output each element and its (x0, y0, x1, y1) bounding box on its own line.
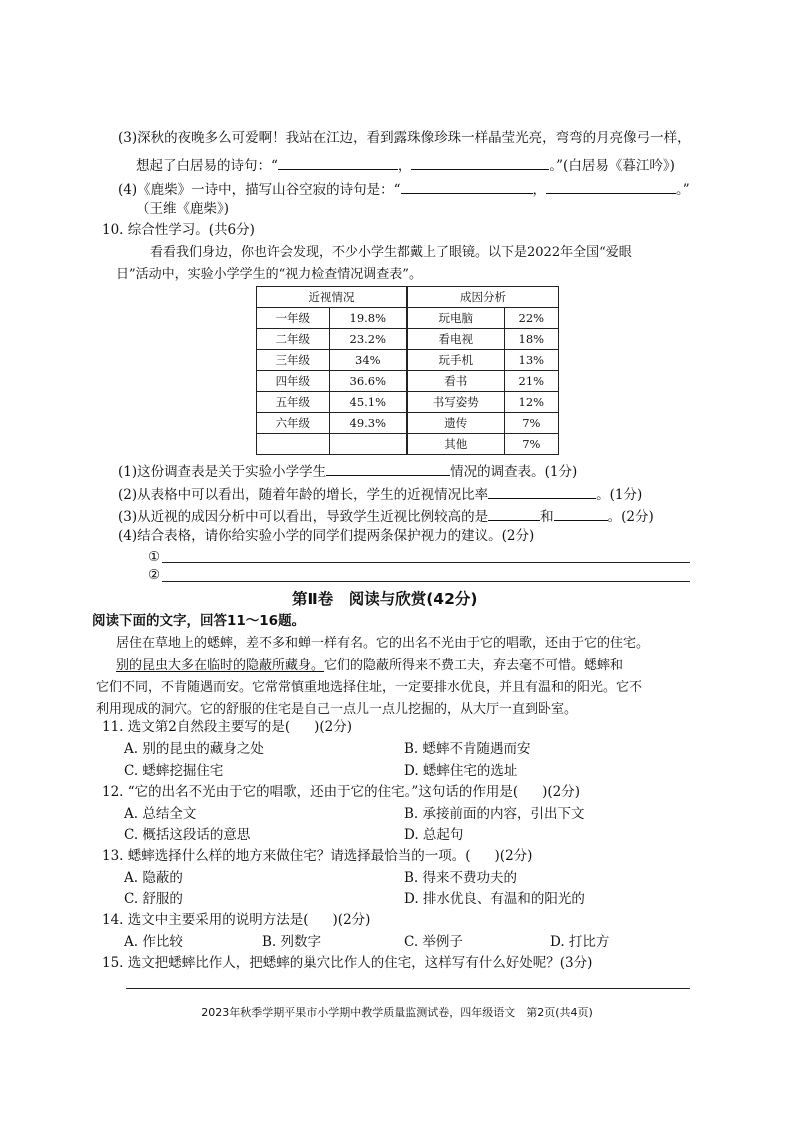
header-myopia: 近视情况 (257, 287, 407, 308)
q12-stem-suffix: )(2分) (542, 784, 580, 800)
q13-stem-suffix: )(2分) (494, 848, 533, 864)
q12-option-c[interactable]: C. 概括这段话的意思 (124, 827, 251, 843)
q9-item4-line2: （王维《鹿柴》) (136, 201, 230, 217)
q9-item3-prefix: 想起了白居易的诗句：“ (136, 158, 278, 174)
q15-stem: 15. 选文把蟋蟀比作人，把蟋蟀的巢穴比作人的住宅，这样写有什么好处呢？(3分) (102, 955, 593, 971)
cause-cell: 看电视 (407, 329, 504, 350)
rate-cell: 45.1% (329, 392, 407, 413)
table-row (257, 350, 559, 371)
underlined-sentence: 别的昆虫大多在临时的隐蔽所藏身。 (116, 658, 325, 673)
q10-title: 10. 综合性学习。(共6分) (102, 222, 255, 238)
q10-sub1 (118, 462, 577, 480)
cause-pct-cell: 22% (504, 308, 558, 329)
table-header-row (257, 287, 559, 308)
q9-item3-suffix: 。”(白居易《暮江吟》) (549, 158, 675, 174)
cause-pct-cell: 12% (504, 392, 558, 413)
q11-option-c[interactable]: C. 蟋蟀挖掘住宅 (124, 763, 224, 779)
q13-stem-prefix: 13. 蟋蟀选择什么样的地方来做住宅？请选择最恰当的一项。( (102, 848, 471, 864)
grade-cell: 五年级 (257, 392, 330, 413)
q10-sub3-suffix: 。(2分) (607, 509, 654, 525)
page-footer: 2023年秋季学期平果市小学期中教学质量监测试卷，四年级语文 第2页(共4页) (201, 1006, 593, 1019)
q14-option-a[interactable]: A. 作比较 (124, 934, 183, 950)
poem-blank-1[interactable] (278, 156, 398, 170)
suggestion-2-line[interactable] (162, 581, 690, 582)
table-row (257, 434, 559, 455)
table-row (257, 413, 559, 434)
q14-option-d[interactable]: D. 打比方 (550, 934, 610, 950)
cause-cell: 书写姿势 (407, 392, 504, 413)
q10-sub3 (118, 507, 654, 525)
sub1-answer-blank[interactable] (326, 462, 450, 476)
passage-p2-line2: 它们不同，不肯随遇而安。它常常慎重地选择住址，一定要排水优良，并且有温和的阳光。它不 (96, 680, 643, 695)
q12-option-a[interactable]: A. 总结全文 (124, 806, 197, 822)
rate-cell: 19.8% (329, 308, 407, 329)
suggestion-2-marker: ② (148, 567, 161, 583)
q10-sub3-prefix: (3)从近视的成因分析中可以看出，导致学生近视比例较高的是 (118, 509, 489, 525)
q10-sub2-suffix: 。(1分) (596, 487, 643, 503)
poem-blank-3[interactable] (401, 180, 533, 194)
q11-stem-suffix: )(2分) (314, 719, 353, 735)
q11-option-d[interactable]: D. 蟋蟀住宅的选址 (404, 763, 518, 779)
q11-stem (102, 721, 352, 735)
suggestion-1-line[interactable] (162, 562, 690, 563)
rate-cell: 23.2% (329, 329, 407, 350)
poem-blank-2[interactable] (411, 156, 549, 170)
q10-sub4: (4)结合表格，请你给实验小学的同学们提两条保护视力的建议。(2分) (118, 528, 535, 544)
q9-item3-line2 (136, 156, 675, 174)
grade-cell: 一年级 (257, 308, 330, 329)
sub3-answer-blank-2[interactable] (554, 507, 608, 521)
vision-survey-table (256, 286, 559, 455)
part2-title: 第Ⅱ卷 阅读与欣赏(42分) (292, 590, 478, 608)
q10-sub1-prefix: (1)这份调查表是关于实验小学学生 (118, 464, 327, 480)
cause-pct-cell: 7% (504, 434, 558, 455)
q12-option-d[interactable]: D. 总起句 (404, 827, 464, 843)
header-causes: 成因分析 (407, 287, 559, 308)
cause-pct-cell: 13% (504, 350, 558, 371)
table-row (257, 329, 559, 350)
table-row (257, 371, 559, 392)
q10-sub2-prefix: (2)从表格中可以看出，随着年龄的增长，学生的近视情况比率 (118, 487, 489, 503)
q10-sub3-and: 和 (540, 509, 554, 525)
grade-cell: 三年级 (257, 350, 330, 371)
grade-cell: 六年级 (257, 413, 330, 434)
cause-cell: 其他 (407, 434, 504, 455)
q11-option-b[interactable]: B. 蟋蟀不肯随遇而安 (404, 741, 531, 757)
table-row (257, 308, 559, 329)
passage-p1: 居住在草地上的蟋蟀，差不多和蝉一样有名。它的出名不光由于它的唱歌，还由于它的住宅。 (116, 636, 650, 651)
reading-instruction: 阅读下面的文字，回答11～16题。 (92, 613, 306, 629)
cause-cell: 看书 (407, 371, 504, 392)
q10-sub1-suffix: 情况的调查表。(1分) (450, 464, 578, 480)
grade-cell: 四年级 (257, 371, 330, 392)
q9-item4-prefix: (4)《鹿柴》一诗中，描写山谷空寂的诗句是：“ (118, 182, 401, 198)
q9-item4-line1 (118, 180, 690, 198)
q14-option-b[interactable]: B. 列数字 (262, 934, 322, 950)
q13-option-a[interactable]: A. 隐蔽的 (124, 870, 183, 886)
q14-stem-suffix: )(2分) (332, 912, 371, 928)
cause-cell: 玩手机 (407, 350, 504, 371)
q12-option-b[interactable]: B. 承接前面的内容，引出下文 (404, 806, 585, 822)
q14-stem (102, 914, 370, 928)
passage-p2-line1 (116, 659, 623, 672)
q14-stem-prefix: 14. 选文中主要采用的说明方法是( (102, 912, 309, 928)
q13-option-c[interactable]: C. 舒服的 (124, 891, 183, 907)
rate-cell (329, 434, 407, 455)
suggestion-1-marker: ① (148, 549, 161, 565)
passage-p2-line3: 利用现成的洞穴。它的舒服的住宅是自己一点儿一点儿挖掘的，从大厅一直到卧室。 (96, 702, 578, 717)
cause-pct-cell: 7% (504, 413, 558, 434)
cause-cell: 遗传 (407, 413, 504, 434)
q13-option-b[interactable]: B. 得来不费功夫的 (404, 870, 518, 886)
cause-pct-cell: 21% (504, 371, 558, 392)
q11-option-a[interactable]: A. 别的昆虫的藏身之处 (124, 741, 264, 757)
sub3-answer-blank-1[interactable] (488, 507, 540, 521)
q13-option-d[interactable]: D. 排水优良、有温和的阳光的 (404, 891, 585, 907)
grade-cell (257, 434, 330, 455)
rate-cell: 34% (329, 350, 407, 371)
table-row (257, 392, 559, 413)
q9-item4-comma: ， (532, 182, 547, 198)
cause-pct-cell: 18% (504, 329, 558, 350)
q9-item4-suffix: 。” (676, 182, 690, 198)
poem-blank-4[interactable] (546, 180, 676, 194)
passage-p2-rest: 它们的隐蔽所得来不费工夫，弃去毫不可惜。蟋蟀和 (324, 658, 624, 673)
rate-cell: 49.3% (329, 413, 407, 434)
q14-option-c[interactable]: C. 举例子 (404, 934, 463, 950)
sub2-answer-blank[interactable] (488, 485, 596, 499)
q9-item3-comma: ， (397, 158, 412, 174)
q13-stem (102, 850, 532, 864)
q12-stem-prefix: 12. “它的出名不光由于它的唱歌，还由于它的住宅。”这句话的作用是( (102, 784, 519, 800)
q12-stem (102, 786, 580, 800)
q10-intro-line2: 日”活动中，实验小学学生的“视力检查情况调查表”。 (116, 267, 422, 282)
rate-cell: 36.6% (329, 371, 407, 392)
footer-divider (126, 988, 690, 989)
grade-cell: 二年级 (257, 329, 330, 350)
q9-item3-line1: (3)深秋的夜晚多么可爱啊！我站在江边，看到露珠像珍珠一样晶莹光亮，弯弯的月亮像弓一样， (118, 130, 691, 146)
cause-cell: 玩电脑 (407, 308, 504, 329)
q10-intro-line1: 看看我们身边，你也许会发现，不少小学生都戴上了眼镜。以下是2022年全国“爱眼 (150, 245, 632, 260)
q10-sub2 (118, 485, 642, 503)
q11-stem-prefix: 11. 选文第2自然段主要写的是( (102, 719, 291, 735)
